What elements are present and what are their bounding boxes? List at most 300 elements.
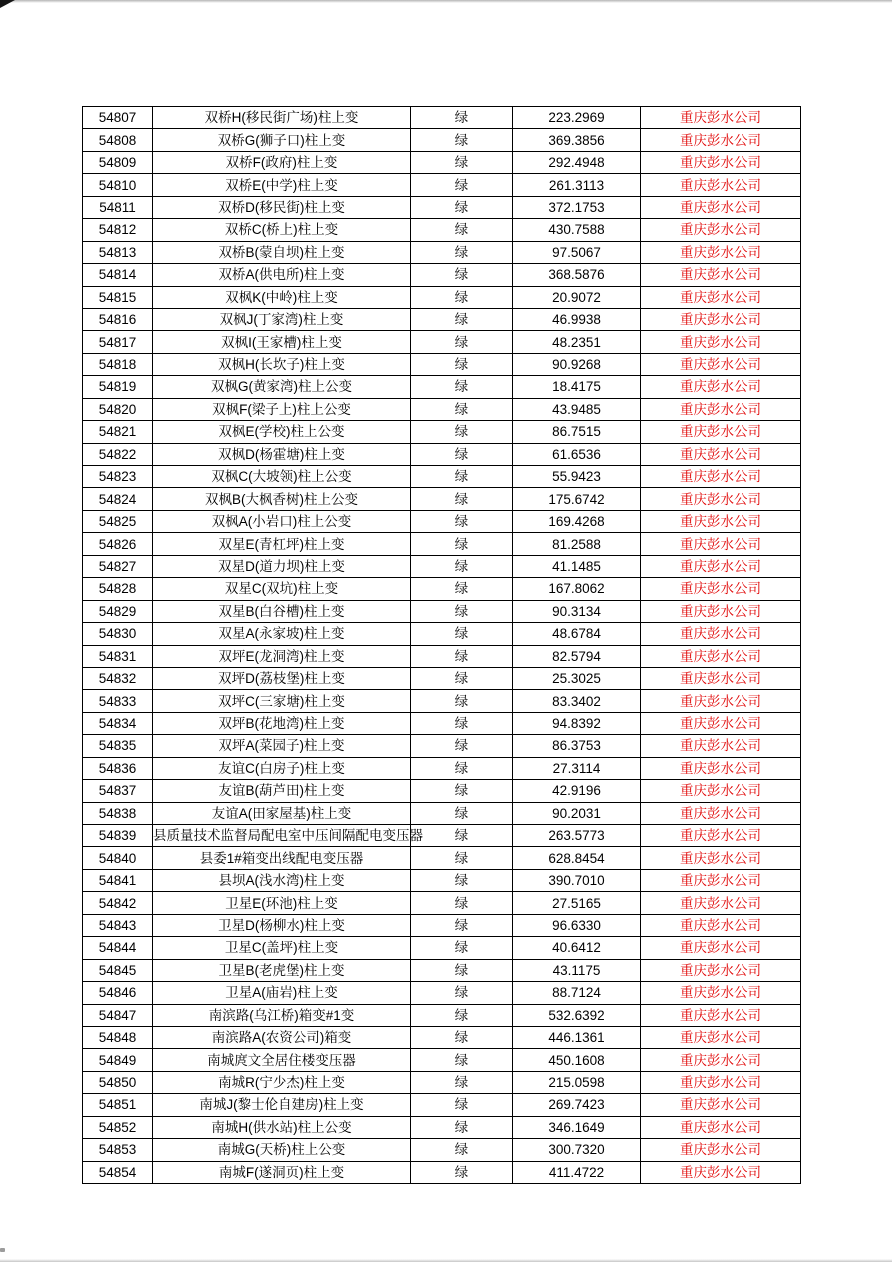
cell-status-text: 绿 xyxy=(454,626,469,642)
cell-status xyxy=(411,937,513,959)
cell-id xyxy=(83,869,153,891)
cell-status-text: 绿 xyxy=(454,110,469,126)
cell-company-text: 重庆彭水公司 xyxy=(680,558,761,574)
cell-value-text: 48.6784 xyxy=(552,626,601,642)
cell-id xyxy=(83,510,153,532)
cell-name xyxy=(153,1161,411,1183)
cell-company-text: 重庆彭水公司 xyxy=(680,1164,761,1180)
cell-company-text: 重庆彭水公司 xyxy=(680,783,761,799)
table-row xyxy=(83,398,801,420)
cell-status-text: 绿 xyxy=(454,1164,469,1180)
cell-status xyxy=(411,264,513,286)
cell-company xyxy=(641,1094,801,1116)
cell-id-text: 54854 xyxy=(98,1164,137,1180)
cell-id-text: 54817 xyxy=(98,334,137,350)
cell-id xyxy=(83,825,153,847)
cell-id xyxy=(83,308,153,330)
cell-id-text: 54810 xyxy=(98,177,137,193)
cell-id-text: 54822 xyxy=(98,446,137,462)
cell-id xyxy=(83,443,153,465)
cell-status-text: 绿 xyxy=(454,132,469,148)
cell-company xyxy=(641,937,801,959)
table-row xyxy=(83,1049,801,1071)
cell-id-text: 54826 xyxy=(98,536,137,552)
cell-id xyxy=(83,466,153,488)
cell-id-text: 54841 xyxy=(98,873,137,889)
cell-status-text: 绿 xyxy=(454,469,469,485)
cell-value xyxy=(513,892,641,914)
cell-name xyxy=(153,129,411,151)
cell-name-text: 双坪C(三家塘)柱上变 xyxy=(218,693,345,709)
cell-name-text: 双桥C(桥上)柱上变 xyxy=(224,222,339,238)
cell-name xyxy=(153,488,411,510)
cell-value-text: 300.7320 xyxy=(548,1142,605,1158)
cell-company-text: 重庆彭水公司 xyxy=(680,267,761,283)
cell-id xyxy=(83,1116,153,1138)
table-row xyxy=(83,869,801,891)
cell-company-text: 重庆彭水公司 xyxy=(680,514,761,530)
cell-id xyxy=(83,667,153,689)
cell-status-text: 绿 xyxy=(454,199,469,215)
cell-status xyxy=(411,1049,513,1071)
cell-company-text: 重庆彭水公司 xyxy=(680,1142,761,1158)
cell-status-text: 绿 xyxy=(454,828,469,844)
cell-company-text: 重庆彭水公司 xyxy=(680,446,761,462)
cell-value xyxy=(513,510,641,532)
cell-status xyxy=(411,443,513,465)
cell-value xyxy=(513,959,641,981)
cell-id-text: 54838 xyxy=(98,805,137,821)
cell-status xyxy=(411,690,513,712)
cell-id xyxy=(83,623,153,645)
cell-status-text: 绿 xyxy=(454,1052,469,1068)
cell-id xyxy=(83,1094,153,1116)
cell-company xyxy=(641,555,801,577)
cell-value xyxy=(513,353,641,375)
cell-id xyxy=(83,129,153,151)
cell-id-text: 54818 xyxy=(98,357,137,373)
cell-id-text: 54814 xyxy=(98,267,137,283)
cell-id xyxy=(83,1026,153,1048)
cell-value xyxy=(513,174,641,196)
cell-id xyxy=(83,1071,153,1093)
cell-status-text: 绿 xyxy=(454,289,469,305)
table-row xyxy=(83,600,801,622)
cell-id xyxy=(83,421,153,443)
table-row xyxy=(83,174,801,196)
cell-id xyxy=(83,241,153,263)
cell-name xyxy=(153,376,411,398)
table-row xyxy=(83,667,801,689)
table-row xyxy=(83,129,801,151)
cell-name-text: 双桥F(政府)柱上变 xyxy=(225,155,338,171)
cell-id xyxy=(83,376,153,398)
cell-company xyxy=(641,645,801,667)
cell-id-text: 54811 xyxy=(99,199,136,215)
cell-id-text: 54850 xyxy=(98,1075,137,1091)
cell-value xyxy=(513,219,641,241)
cell-id-text: 54824 xyxy=(98,491,137,507)
cell-status xyxy=(411,219,513,241)
cell-name-text: 双枫K(中岭)柱上变 xyxy=(225,289,338,305)
cell-id-text: 54820 xyxy=(98,401,137,417)
cell-value-text: 269.7423 xyxy=(548,1097,605,1113)
table-row xyxy=(83,241,801,263)
cell-name-text: 双枫A(小岩口)柱上公变 xyxy=(211,514,352,530)
cell-company xyxy=(641,735,801,757)
cell-name-text: 双枫E(学校)柱上公变 xyxy=(218,424,345,440)
cell-company-text: 重庆彭水公司 xyxy=(680,1030,761,1046)
cell-id xyxy=(83,735,153,757)
cell-value xyxy=(513,578,641,600)
cell-status xyxy=(411,376,513,398)
cell-id-text: 54807 xyxy=(98,110,137,126)
cell-company-text: 重庆彭水公司 xyxy=(680,693,761,709)
cell-company xyxy=(641,264,801,286)
cell-status xyxy=(411,1139,513,1161)
cell-company xyxy=(641,578,801,600)
cell-status xyxy=(411,421,513,443)
table-row xyxy=(83,331,801,353)
cell-name xyxy=(153,151,411,173)
cell-company xyxy=(641,196,801,218)
cell-name-text: 双坪E(龙洞湾)柱上变 xyxy=(218,648,345,664)
cell-name xyxy=(153,466,411,488)
cell-company-text: 重庆彭水公司 xyxy=(680,1052,761,1068)
table-row xyxy=(83,555,801,577)
cell-id xyxy=(83,264,153,286)
cell-company xyxy=(641,1049,801,1071)
cell-status-text: 绿 xyxy=(454,1142,469,1158)
cell-company xyxy=(641,802,801,824)
cell-status xyxy=(411,196,513,218)
cell-company-text: 重庆彭水公司 xyxy=(680,1007,761,1023)
table-row xyxy=(83,1161,801,1183)
cell-company-text: 重庆彭水公司 xyxy=(680,244,761,260)
cell-name xyxy=(153,757,411,779)
cell-value-text: 450.1608 xyxy=(548,1052,605,1068)
cell-name-text: 县坝A(浅水湾)柱上变 xyxy=(218,873,345,889)
cell-company-text: 重庆彭水公司 xyxy=(680,671,761,687)
cell-value-text: 628.8454 xyxy=(548,850,605,866)
cell-name xyxy=(153,331,411,353)
cell-id xyxy=(83,757,153,779)
table-row xyxy=(83,847,801,869)
cell-status-text: 绿 xyxy=(454,783,469,799)
cell-status xyxy=(411,825,513,847)
cell-value xyxy=(513,1049,641,1071)
cell-id xyxy=(83,1161,153,1183)
cell-company-text: 重庆彭水公司 xyxy=(680,424,761,440)
cell-value xyxy=(513,757,641,779)
cell-name-text: 双星C(双坑)柱上变 xyxy=(224,581,339,597)
cell-name-text: 双桥D(移民街)柱上变 xyxy=(218,199,345,215)
cell-name-text: 双枫B(大枫香树)柱上公变 xyxy=(205,491,358,507)
cell-company xyxy=(641,667,801,689)
table-row xyxy=(83,645,801,667)
cell-id-text: 54839 xyxy=(98,828,137,844)
table-row xyxy=(83,578,801,600)
table-row xyxy=(83,488,801,510)
cell-value xyxy=(513,331,641,353)
transformer-data-table xyxy=(82,106,801,1184)
cell-company-text: 重庆彭水公司 xyxy=(680,469,761,485)
cell-company-text: 重庆彭水公司 xyxy=(680,379,761,395)
cell-company-text: 重庆彭水公司 xyxy=(680,491,761,507)
table-row xyxy=(83,196,801,218)
cell-value xyxy=(513,914,641,936)
cell-name xyxy=(153,712,411,734)
cell-company-text: 重庆彭水公司 xyxy=(680,828,761,844)
cell-company-text: 重庆彭水公司 xyxy=(680,873,761,889)
cell-id-text: 54833 xyxy=(98,693,137,709)
cell-value xyxy=(513,421,641,443)
cell-status-text: 绿 xyxy=(454,379,469,395)
table-row xyxy=(83,1116,801,1138)
cell-company-text: 重庆彭水公司 xyxy=(680,222,761,238)
table-row xyxy=(83,151,801,173)
cell-value xyxy=(513,780,641,802)
cell-name-text: 南城G(天桥)柱上公变 xyxy=(217,1142,346,1158)
cell-value xyxy=(513,466,641,488)
cell-status-text: 绿 xyxy=(454,1119,469,1135)
cell-id-text: 54808 xyxy=(98,132,137,148)
cell-status-text: 绿 xyxy=(454,917,469,933)
table-row xyxy=(83,825,801,847)
cell-value xyxy=(513,488,641,510)
cell-status-text: 绿 xyxy=(454,648,469,664)
cell-status xyxy=(411,1071,513,1093)
cell-value xyxy=(513,802,641,824)
cell-value xyxy=(513,196,641,218)
cell-name xyxy=(153,533,411,555)
cell-id xyxy=(83,196,153,218)
cell-id-text: 54816 xyxy=(98,312,137,328)
cell-value-text: 369.3856 xyxy=(548,132,605,148)
cell-name-text: 卫星C(盖坪)柱上变 xyxy=(224,940,339,956)
cell-company xyxy=(641,982,801,1004)
cell-id-text: 54837 xyxy=(98,783,137,799)
cell-status-text: 绿 xyxy=(454,424,469,440)
cell-status xyxy=(411,308,513,330)
cell-value xyxy=(513,129,641,151)
cell-name xyxy=(153,645,411,667)
cell-value-text: 532.6392 xyxy=(548,1007,605,1023)
cell-company-text: 重庆彭水公司 xyxy=(680,985,761,1001)
cell-company-text: 重庆彭水公司 xyxy=(680,603,761,619)
cell-id xyxy=(83,802,153,824)
cell-status-text: 绿 xyxy=(454,985,469,1001)
cell-value xyxy=(513,151,641,173)
table-row xyxy=(83,466,801,488)
cell-status-text: 绿 xyxy=(454,738,469,754)
cell-status-text: 绿 xyxy=(454,401,469,417)
cell-name xyxy=(153,443,411,465)
cell-id-text: 54846 xyxy=(98,985,137,1001)
table-row xyxy=(83,1071,801,1093)
cell-value-text: 20.9072 xyxy=(552,289,601,305)
cell-id xyxy=(83,914,153,936)
cell-value xyxy=(513,735,641,757)
cell-status xyxy=(411,645,513,667)
cell-company xyxy=(641,533,801,555)
cell-name-text: 卫星E(环池)柱上变 xyxy=(225,895,338,911)
cell-status-text: 绿 xyxy=(454,177,469,193)
cell-status xyxy=(411,623,513,645)
table-row xyxy=(83,286,801,308)
cell-id-text: 54852 xyxy=(98,1119,137,1135)
table-row xyxy=(83,219,801,241)
cell-status-text: 绿 xyxy=(454,536,469,552)
cell-id xyxy=(83,533,153,555)
cell-name xyxy=(153,1026,411,1048)
cell-name xyxy=(153,802,411,824)
cell-id-text: 54832 xyxy=(98,671,137,687)
cell-id xyxy=(83,645,153,667)
cell-value xyxy=(513,712,641,734)
cell-value xyxy=(513,286,641,308)
cell-name-text: 双坪A(菜园子)柱上变 xyxy=(218,738,345,754)
cell-status xyxy=(411,1116,513,1138)
table-row xyxy=(83,780,801,802)
cell-name-text: 南城F(遂洞页)柱上变 xyxy=(218,1164,345,1180)
cell-name xyxy=(153,308,411,330)
cell-name-text: 双枫J(丁家湾)柱上变 xyxy=(219,312,344,328)
cell-name xyxy=(153,174,411,196)
cell-value-text: 90.2031 xyxy=(552,805,601,821)
cell-name-text: 卫星B(老虎堡)柱上变 xyxy=(218,962,345,978)
cell-value xyxy=(513,533,641,555)
cell-status xyxy=(411,802,513,824)
cell-value-text: 368.5876 xyxy=(548,267,605,283)
cell-id xyxy=(83,174,153,196)
cell-company-text: 重庆彭水公司 xyxy=(680,648,761,664)
cell-status-text: 绿 xyxy=(454,1097,469,1113)
cell-name xyxy=(153,937,411,959)
cell-id-text: 54848 xyxy=(98,1030,137,1046)
scan-edge-top xyxy=(0,0,892,3)
cell-id-text: 54827 xyxy=(98,558,137,574)
cell-value-text: 215.0598 xyxy=(548,1075,605,1091)
cell-id-text: 54812 xyxy=(98,222,137,238)
cell-value xyxy=(513,600,641,622)
cell-status xyxy=(411,107,513,129)
cell-company xyxy=(641,308,801,330)
cell-name xyxy=(153,1004,411,1026)
cell-value xyxy=(513,1004,641,1026)
cell-value-text: 40.6412 xyxy=(552,940,601,956)
cell-id-text: 54828 xyxy=(98,581,137,597)
cell-name-text: 卫星A(庙岩)柱上变 xyxy=(225,985,338,1001)
table-row xyxy=(83,623,801,645)
cell-status xyxy=(411,398,513,420)
cell-value xyxy=(513,869,641,891)
cell-status xyxy=(411,1094,513,1116)
cell-status xyxy=(411,712,513,734)
cell-value xyxy=(513,1116,641,1138)
cell-id-text: 54831 xyxy=(98,648,137,664)
cell-value xyxy=(513,555,641,577)
cell-name-text: 双星E(青杠坪)柱上变 xyxy=(218,536,345,552)
cell-name-text: 县质量技术监督局配电室中压间隔配电变压器 xyxy=(153,828,423,844)
cell-id xyxy=(83,398,153,420)
cell-name-text: 卫星D(杨柳水)柱上变 xyxy=(218,917,345,933)
cell-name xyxy=(153,623,411,645)
cell-status xyxy=(411,959,513,981)
cell-id-text: 54835 xyxy=(98,738,137,754)
cell-company xyxy=(641,331,801,353)
table-row xyxy=(83,376,801,398)
cell-value xyxy=(513,982,641,1004)
cell-value-text: 96.6330 xyxy=(552,917,601,933)
cell-status-text: 绿 xyxy=(454,491,469,507)
cell-company xyxy=(641,1116,801,1138)
cell-status xyxy=(411,757,513,779)
cell-name-text: 南滨路A(农资公司)箱变 xyxy=(211,1030,352,1046)
cell-status xyxy=(411,286,513,308)
cell-value-text: 48.2351 xyxy=(552,334,601,350)
cell-name-text: 双桥B(蒙自坝)柱上变 xyxy=(218,244,345,260)
cell-value-text: 27.3114 xyxy=(552,760,601,776)
cell-name xyxy=(153,286,411,308)
cell-value-text: 223.2969 xyxy=(548,110,605,126)
cell-company xyxy=(641,869,801,891)
cell-name xyxy=(153,241,411,263)
cell-value xyxy=(513,443,641,465)
cell-status xyxy=(411,1026,513,1048)
cell-company-text: 重庆彭水公司 xyxy=(680,940,761,956)
cell-name xyxy=(153,398,411,420)
cell-status xyxy=(411,892,513,914)
cell-value-text: 86.7515 xyxy=(552,424,601,440)
cell-id xyxy=(83,1004,153,1026)
cell-name-text: 双枫H(长坎子)柱上变 xyxy=(218,357,345,373)
cell-id xyxy=(83,712,153,734)
cell-id xyxy=(83,937,153,959)
cell-id xyxy=(83,219,153,241)
table-row xyxy=(83,533,801,555)
cell-status-text: 绿 xyxy=(454,514,469,530)
cell-id xyxy=(83,780,153,802)
cell-value-text: 90.3134 xyxy=(552,603,601,619)
cell-id xyxy=(83,1049,153,1071)
cell-name-text: 双坪B(花地湾)柱上变 xyxy=(218,716,345,732)
cell-status xyxy=(411,600,513,622)
cell-status-text: 绿 xyxy=(454,446,469,462)
cell-status xyxy=(411,331,513,353)
cell-name-text: 双枫I(王家槽)柱上变 xyxy=(221,334,342,350)
cell-company-text: 重庆彭水公司 xyxy=(680,1097,761,1113)
cell-status xyxy=(411,555,513,577)
cell-id xyxy=(83,331,153,353)
cell-name xyxy=(153,1071,411,1093)
table-row xyxy=(83,712,801,734)
cell-status-text: 绿 xyxy=(454,222,469,238)
cell-value-text: 27.5165 xyxy=(552,895,601,911)
cell-status-text: 绿 xyxy=(454,850,469,866)
cell-value xyxy=(513,623,641,645)
cell-status xyxy=(411,667,513,689)
cell-status-text: 绿 xyxy=(454,267,469,283)
cell-value-text: 430.7588 xyxy=(548,222,605,238)
table-row xyxy=(83,1139,801,1161)
cell-name xyxy=(153,825,423,847)
cell-value xyxy=(513,690,641,712)
cell-company-text: 重庆彭水公司 xyxy=(680,962,761,978)
cell-name xyxy=(153,219,411,241)
table-row xyxy=(83,914,801,936)
table-row xyxy=(83,510,801,532)
